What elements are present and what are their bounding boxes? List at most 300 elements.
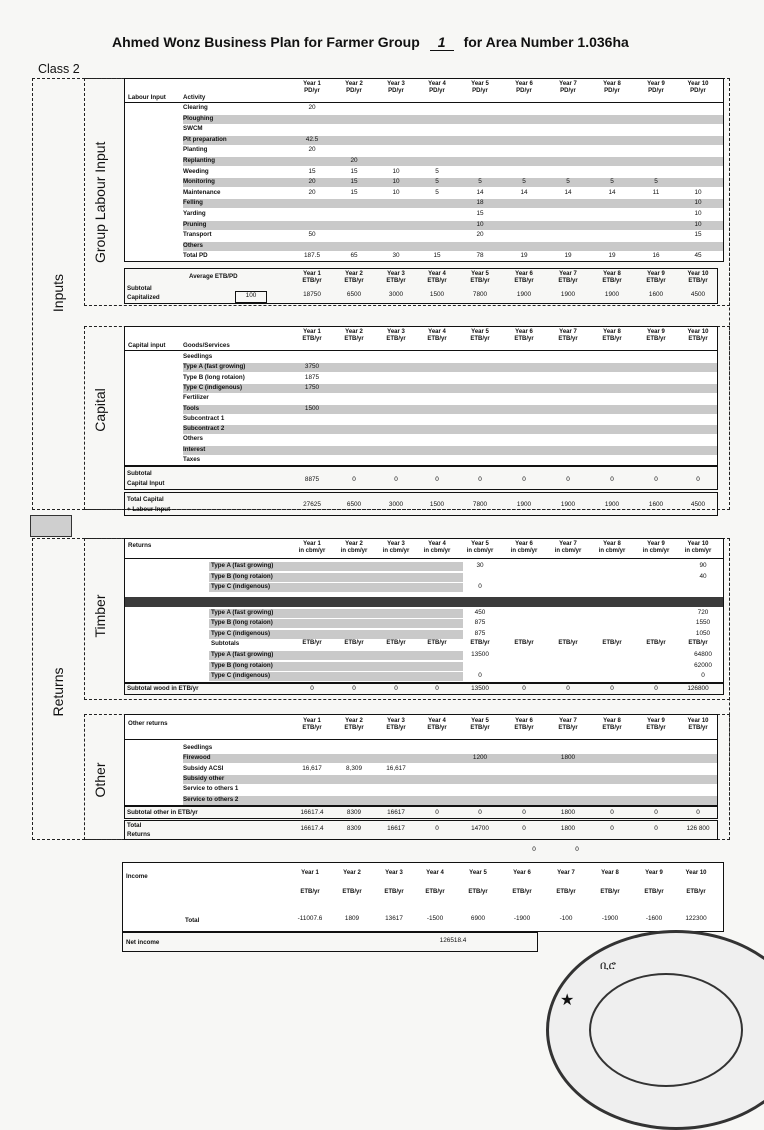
total-capital-label: Total Capital	[127, 496, 164, 503]
timber-table	[124, 538, 724, 684]
cell-value: -1600	[645, 915, 663, 922]
cell-value: 6900	[470, 915, 486, 922]
year-label: Year 3	[387, 271, 405, 277]
cell-value: 90	[699, 562, 707, 569]
row-shade	[183, 363, 717, 372]
year-label: Year 1	[301, 870, 319, 876]
cell-value: 0	[654, 685, 658, 692]
timber-type-label: Type C (indigenous)	[211, 583, 271, 590]
year-header	[499, 329, 549, 343]
official-stamp	[546, 930, 764, 1130]
cell-value: 15	[350, 188, 358, 196]
unit-label: ETB/yr	[602, 640, 622, 646]
other-return-label: Seedlings	[183, 744, 213, 751]
year-label: Year 7	[559, 541, 577, 547]
unit-label: ETB/yr	[302, 336, 322, 342]
net-income-value: 126518.4	[439, 937, 467, 944]
year-label: Year 2	[345, 329, 363, 335]
unit-label: PD/yr	[604, 88, 620, 94]
activity-label: Maintenance	[183, 188, 221, 196]
year-header	[499, 271, 549, 285]
cell-value: 5	[566, 178, 570, 186]
unit-label: in cbm/yr	[298, 548, 326, 554]
year-label: Year 4	[428, 329, 446, 335]
cell-value: 20	[476, 231, 484, 239]
total-returns-box	[124, 820, 718, 840]
below-value-1: 0	[532, 846, 536, 853]
cell-value: 0	[610, 685, 614, 692]
year-label: Year 9	[647, 718, 665, 724]
goods-label: Tools	[183, 404, 200, 412]
unit-label: ETB/yr	[344, 278, 364, 284]
unit-label: in cbm/yr	[382, 548, 410, 554]
unit-label: in cbm/yr	[510, 548, 538, 554]
cell-value: 0	[610, 476, 614, 483]
year-label: Year 5	[471, 718, 489, 724]
year-label: Year 9	[647, 329, 665, 335]
cell-value: 18750	[303, 291, 321, 298]
cell-value: 8875	[304, 476, 320, 483]
unit-label: in cbm/yr	[340, 548, 368, 554]
row-shade	[183, 115, 723, 124]
cell-value: 19	[520, 252, 528, 260]
year-header	[673, 81, 723, 95]
year-label: Year 8	[603, 81, 621, 87]
cell-value: 1500	[429, 501, 445, 508]
year-label: Year 1	[303, 329, 321, 335]
cell-value: 1800	[560, 809, 576, 816]
year-label: Year 3	[387, 81, 405, 87]
year-label: Year 8	[603, 541, 621, 547]
cell-value: -100	[559, 915, 573, 922]
cell-value: 0	[478, 809, 482, 816]
row-shade	[183, 796, 717, 805]
timber-type-label: Type A (fast growing)	[211, 608, 274, 616]
cell-value: 30	[392, 252, 400, 260]
cell-value: 78	[476, 252, 484, 260]
year-label: Year 8	[603, 329, 621, 335]
activity-header: Activity	[183, 94, 206, 101]
returns-header: Returns	[128, 542, 152, 549]
unit-label: PD/yr	[388, 88, 404, 94]
total-capital-box	[124, 492, 718, 516]
unit-label: ETB/yr	[688, 725, 708, 731]
cell-value: 10	[392, 178, 400, 186]
activity-label: Others	[183, 241, 203, 249]
cell-value: 10	[694, 220, 702, 228]
cell-value: 16,617	[302, 764, 322, 772]
stamp-star-icon: ★	[560, 992, 575, 1009]
cell-value: 15	[433, 252, 441, 260]
unit-label: ETB/yr	[386, 336, 406, 342]
year-header	[455, 541, 505, 555]
year-header	[673, 718, 723, 732]
cell-value: 450	[474, 608, 486, 616]
cell-value: 30	[476, 562, 484, 569]
year-label: Year 3	[387, 718, 405, 724]
below-value-2: 0	[575, 846, 579, 853]
activity-label: Clearing	[183, 104, 208, 111]
year-header	[587, 329, 637, 343]
cell-value: 10	[392, 188, 400, 196]
cell-value: 1200	[472, 754, 488, 762]
total-returns-label2: Returns	[127, 831, 151, 838]
year-label: Year 7	[559, 329, 577, 335]
cell-value: 15	[350, 167, 358, 175]
cell-value: 14	[520, 188, 528, 196]
cell-value: 62000	[694, 661, 712, 669]
unit-label: PD/yr	[690, 88, 706, 94]
cell-value: 15	[308, 167, 316, 175]
year-header	[543, 81, 593, 95]
timber-label: Timber	[92, 594, 108, 638]
year-label: Year 2	[345, 541, 363, 547]
labour-subtotal-label: Subtotal	[127, 285, 152, 292]
unit-label: ETB/yr	[602, 725, 622, 731]
goods-label: Subcontract 2	[183, 425, 225, 433]
year-label: Year 1	[303, 81, 321, 87]
year-header	[455, 271, 505, 285]
timber-subtotal-label: Subtotal wood in ETB/yr	[127, 685, 199, 692]
year-header	[543, 541, 593, 555]
year-header	[541, 870, 591, 877]
year-label: Year 9	[647, 81, 665, 87]
unit-label: ETB/yr	[300, 889, 320, 895]
cell-value: 1750	[304, 383, 320, 391]
unit-label: PD/yr	[304, 88, 320, 94]
row-shade	[183, 199, 723, 208]
returns-label: Returns	[50, 667, 66, 717]
goods-label: Interest	[183, 445, 206, 453]
unit-label: ETB/yr	[514, 640, 534, 646]
activity-label: Transport	[183, 231, 212, 239]
year-label: Year 7	[559, 718, 577, 724]
income-header: Income	[126, 873, 148, 880]
cell-value: 16617.4	[300, 809, 324, 816]
title-suffix: for Area Number 1.036ha	[463, 34, 629, 50]
income-total-label: Total	[185, 917, 200, 924]
year-label: Year 7	[559, 271, 577, 277]
unit-label: in cbm/yr	[684, 548, 712, 554]
year-label: Year 10	[687, 329, 709, 335]
labour-table	[124, 78, 724, 262]
cell-value: 1500	[429, 291, 445, 298]
year-label: Year 10	[687, 718, 709, 724]
cell-value: 126800	[687, 685, 709, 692]
cell-value: 5	[654, 178, 658, 186]
year-label: Year 2	[343, 870, 361, 876]
cell-value: 1500	[304, 404, 320, 412]
goods-label: Type B (long rotaion)	[183, 373, 245, 381]
cell-value: 1900	[604, 501, 620, 508]
year-label: Year 9	[647, 271, 665, 277]
other-table	[124, 714, 718, 806]
timber-type-label: Type C (indigenous)	[211, 629, 271, 637]
year-label: Year 9	[647, 541, 665, 547]
cell-value: 0	[352, 476, 356, 483]
cell-value: 5	[435, 178, 439, 186]
cell-value: 0	[435, 825, 439, 832]
unit-label: PD/yr	[429, 88, 445, 94]
unit-label: ETB/yr	[468, 889, 488, 895]
row-shade	[183, 384, 717, 393]
cell-value: 0	[566, 476, 570, 483]
cell-value: 0	[654, 476, 658, 483]
year-header	[587, 718, 637, 732]
other-return-label: Firewood	[183, 754, 211, 762]
year-label: Year 6	[515, 329, 533, 335]
cell-value: 14	[564, 188, 572, 196]
unit-label: ETB/yr	[427, 278, 447, 284]
cell-value: 0	[478, 476, 482, 483]
timber-type-label: Type A (fast growing)	[211, 562, 274, 569]
year-header	[543, 329, 593, 343]
cell-value: 20	[350, 157, 358, 164]
year-header	[673, 541, 723, 555]
year-label: Year 1	[303, 541, 321, 547]
avg-etb-label: Average ETB/PD	[189, 273, 238, 280]
row-shade	[183, 446, 717, 455]
year-label: Year 5	[471, 81, 489, 87]
cell-value: 10	[694, 210, 702, 217]
cell-value: 20	[308, 178, 316, 186]
cell-value: 0	[522, 809, 526, 816]
unit-label: ETB/yr	[386, 640, 406, 646]
row-shade	[183, 754, 717, 763]
cell-value: 3750	[304, 363, 320, 371]
year-header	[585, 870, 635, 877]
labour-capitalized-label: Capitalized	[127, 294, 160, 301]
unit-label: ETB/yr	[512, 889, 532, 895]
title-prefix: Ahmed Wonz Business Plan for Farmer Group	[112, 34, 420, 50]
year-label: Year 4	[428, 81, 446, 87]
year-label: Year 8	[601, 870, 619, 876]
year-header	[543, 718, 593, 732]
unit-label: PD/yr	[560, 88, 576, 94]
row-shade	[183, 775, 717, 784]
cell-value: 0	[696, 476, 700, 483]
total-capital-label2: + Labour Input	[127, 506, 171, 513]
subtotals-label: Subtotals	[211, 640, 240, 647]
cell-value: 0	[310, 685, 314, 692]
cell-value: 1050	[695, 629, 711, 637]
year-label: Year 7	[559, 81, 577, 87]
income-table	[122, 862, 724, 932]
unit-label: ETB/yr	[556, 889, 576, 895]
cell-value: 5	[522, 178, 526, 186]
goods-label: Taxes	[183, 456, 201, 463]
cell-value: 20	[308, 188, 316, 196]
cell-value: -11007.6	[297, 915, 323, 922]
capital-subtotal-box	[124, 466, 718, 490]
cell-value: 1900	[604, 291, 620, 298]
year-label: Year 6	[515, 271, 533, 277]
activity-label: Total PD	[183, 252, 208, 260]
year-label: Year 6	[515, 541, 533, 547]
cell-value: 5	[610, 178, 614, 186]
year-label: Year 10	[687, 81, 709, 87]
year-header	[587, 541, 637, 555]
cell-value: 14	[476, 188, 484, 196]
year-header	[671, 870, 721, 877]
cell-value: 45	[694, 252, 702, 260]
cell-value: 4500	[690, 501, 706, 508]
unit-label: ETB/yr	[384, 889, 404, 895]
year-label: Year 4	[428, 541, 446, 547]
total-returns-label: Total	[127, 822, 142, 829]
cell-value: 1800	[560, 754, 576, 762]
year-header	[455, 81, 505, 95]
cell-value: 0	[522, 476, 526, 483]
cell-value: 65	[350, 252, 358, 260]
cell-value: 15	[694, 231, 702, 239]
unit-label: ETB/yr	[470, 640, 490, 646]
cell-value: 7800	[472, 291, 488, 298]
timber-type-label: Type C (indigenous)	[211, 672, 271, 679]
goods-label: Others	[183, 435, 203, 443]
row-shade	[183, 157, 723, 166]
year-label: Year 2	[345, 271, 363, 277]
cell-value: 0	[478, 672, 482, 679]
cell-value: 126 800	[686, 825, 710, 832]
unit-label: ETB/yr	[514, 336, 534, 342]
row-shade	[183, 242, 723, 251]
cell-value: 3000	[388, 291, 404, 298]
inputs-label: Inputs	[50, 273, 66, 313]
year-header	[499, 541, 549, 555]
cell-value: 50	[308, 231, 316, 239]
cell-value: 11	[652, 188, 660, 196]
cell-value: 1600	[648, 501, 664, 508]
cell-value: 40	[699, 572, 707, 580]
cell-value: 16617.4	[300, 825, 324, 832]
cell-value: 19	[608, 252, 616, 260]
timber-type-label: Type B (long rotaion)	[211, 572, 273, 580]
other-return-label: Subsidy other	[183, 774, 225, 782]
unit-label: ETB/yr	[470, 278, 490, 284]
year-label: Year 10	[685, 870, 707, 876]
goods-label: Seedlings	[183, 353, 213, 360]
unit-label: ETB/yr	[514, 725, 534, 731]
activity-label: SWCM	[183, 125, 203, 133]
cell-value: 7800	[472, 501, 488, 508]
cell-value: 1875	[304, 373, 320, 381]
cell-value: 1809	[344, 915, 360, 922]
cell-value: -1900	[601, 915, 619, 922]
cell-value: 187.5	[304, 252, 320, 260]
year-header	[673, 329, 723, 343]
year-label: Year 2	[345, 718, 363, 724]
class-label: Class 2	[38, 62, 80, 76]
activity-label: Pit preparation	[183, 135, 227, 143]
year-header	[499, 718, 549, 732]
cell-value: 6500	[346, 291, 362, 298]
capital-subtotal-label: Subtotal	[127, 470, 152, 477]
year-label: Year 3	[385, 870, 403, 876]
cell-value: 0	[522, 685, 526, 692]
other-subtotal-label: Subtotal other in ETB/yr	[127, 809, 198, 816]
activity-label: Yarding	[183, 210, 206, 217]
year-label: Year 6	[515, 718, 533, 724]
cell-value: 0	[478, 583, 482, 590]
unit-label: ETB/yr	[646, 336, 666, 342]
year-header	[499, 81, 549, 95]
unit-label: ETB/yr	[558, 278, 578, 284]
cell-value: 16	[652, 252, 660, 260]
cell-value: 0	[610, 809, 614, 816]
timber-subtotal-box	[124, 682, 724, 695]
timber-type-label: Type A (fast growing)	[211, 651, 274, 658]
year-label: Year 5	[469, 870, 487, 876]
unit-label: ETB/yr	[646, 725, 666, 731]
goods-label: Fertilizer	[183, 394, 209, 402]
capital-table	[124, 326, 718, 466]
cell-value: 15	[476, 210, 484, 217]
page-title	[112, 34, 672, 51]
cell-value: 16617	[387, 825, 405, 832]
year-label: Year 1	[303, 271, 321, 277]
cell-value: 3000	[388, 501, 404, 508]
cell-value: -1500	[426, 915, 444, 922]
cell-value: 13617	[385, 915, 403, 922]
activity-label: Pruning	[183, 220, 207, 228]
cell-value: 0	[522, 825, 526, 832]
year-label: Year 4	[428, 271, 446, 277]
cell-value: 0	[701, 672, 705, 679]
other-label: Other	[92, 762, 108, 798]
cell-value: 122300	[685, 915, 707, 922]
cell-value: 18	[476, 199, 484, 207]
unit-label: ETB/yr	[602, 336, 622, 342]
other-return-label: Service to others 2	[183, 795, 239, 803]
stamp-text: ቢሮ	[600, 960, 616, 972]
year-header	[587, 81, 637, 95]
cell-value: 1900	[560, 291, 576, 298]
cell-value: 5	[478, 178, 482, 186]
unit-label: ETB/yr	[688, 336, 708, 342]
avg-etb-value: 100	[235, 291, 267, 303]
year-label: Year 3	[387, 329, 405, 335]
cell-value: 42.5	[305, 135, 319, 143]
year-label: Year 1	[303, 718, 321, 724]
year-header	[455, 329, 505, 343]
cell-value: 0	[394, 476, 398, 483]
cell-value: 1900	[560, 501, 576, 508]
cell-value: 1900	[516, 291, 532, 298]
cell-value: 1600	[648, 291, 664, 298]
year-label: Year 5	[471, 271, 489, 277]
cell-value: 875	[474, 619, 486, 626]
cell-value: 20	[308, 146, 316, 154]
unit-label: in cbm/yr	[642, 548, 670, 554]
cell-value: 6500	[346, 501, 362, 508]
year-header	[455, 718, 505, 732]
unit-label: ETB/yr	[344, 640, 364, 646]
cell-value: 13500	[471, 685, 489, 692]
capital-input-header: Capital input	[128, 342, 166, 349]
unit-label: ETB/yr	[427, 725, 447, 731]
grey-marker-box	[30, 515, 72, 537]
cell-value: 1800	[560, 825, 576, 832]
cell-value: 14	[608, 188, 616, 196]
year-label: Year 3	[387, 541, 405, 547]
unit-label: ETB/yr	[344, 336, 364, 342]
cell-value: 8309	[346, 825, 362, 832]
unit-label: ETB/yr	[686, 889, 706, 895]
year-header	[673, 271, 723, 285]
other-subtotal-box	[124, 806, 718, 819]
year-label: Year 4	[426, 870, 444, 876]
